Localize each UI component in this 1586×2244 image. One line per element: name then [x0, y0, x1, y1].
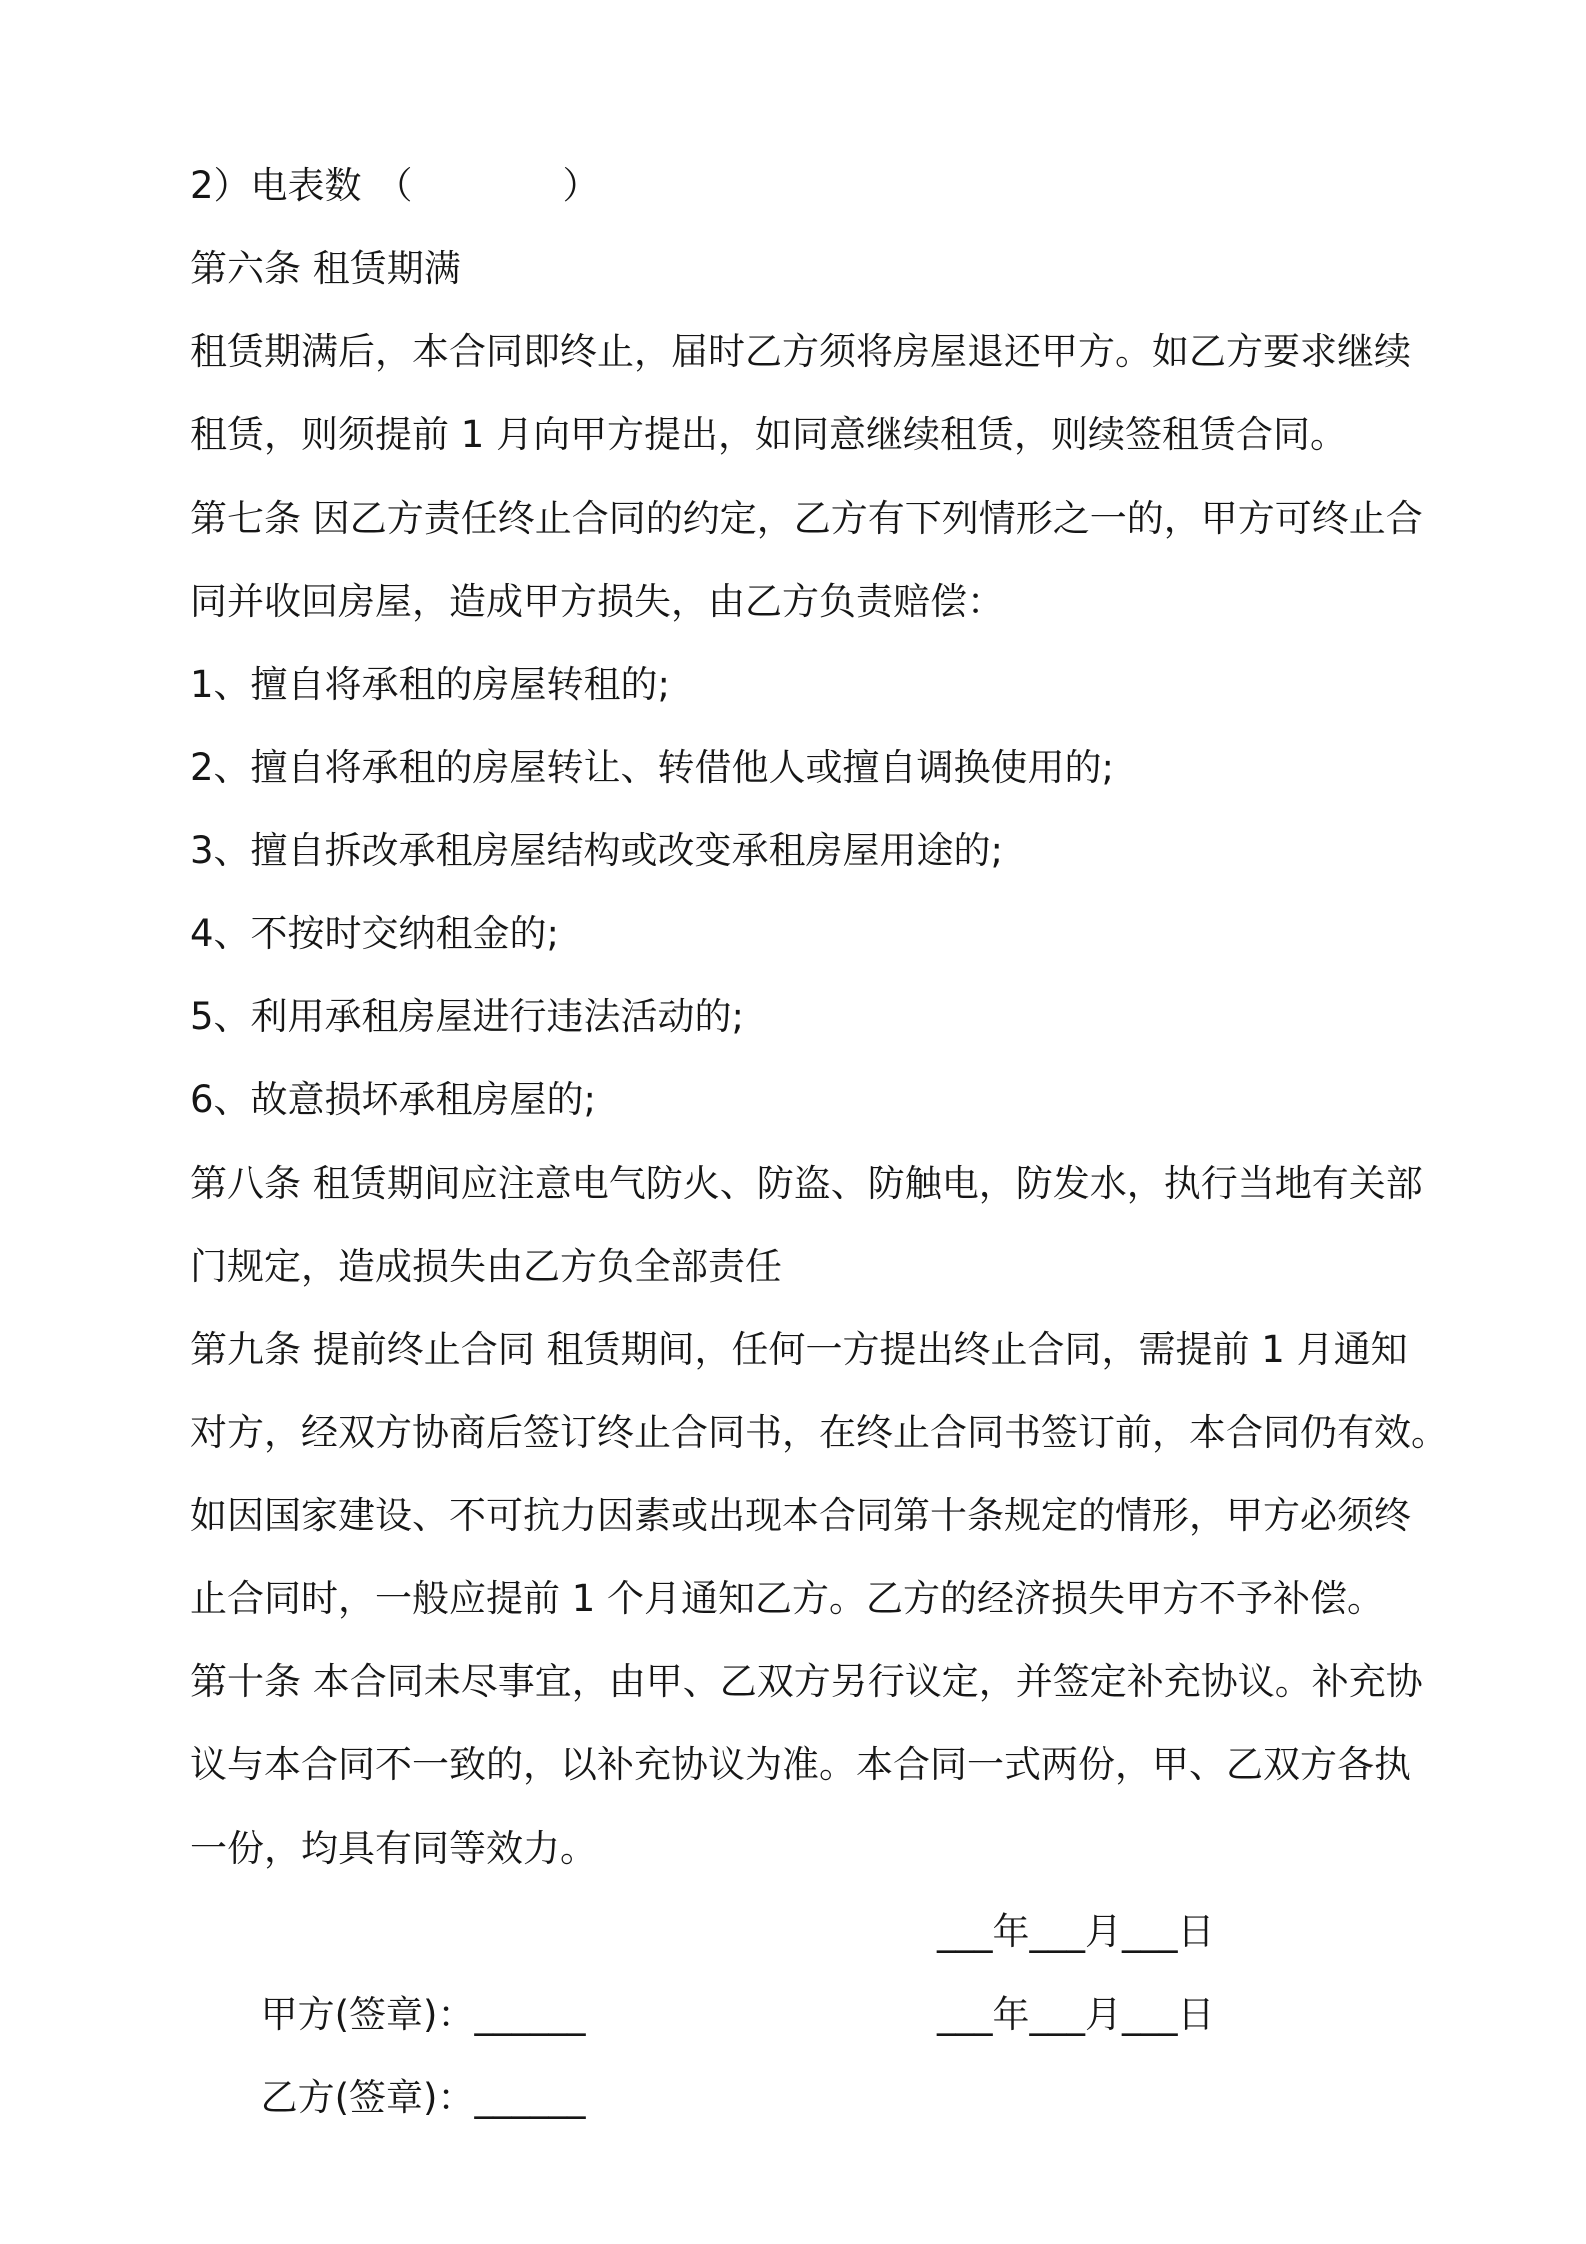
- article-8-line: 门规定，造成损失由乙方负全部责任: [190, 1244, 782, 1288]
- party-a-signature-date: ___年___月___日: [937, 1909, 1215, 1953]
- article-8: [190, 1142, 1586, 1308]
- party-a-signature-label: 甲方(签章)：______: [260, 1992, 586, 2036]
- article-10-line: 一份，均具有同等效力。: [190, 1826, 597, 1870]
- party-b-signature-label: 乙方(签章)：______: [260, 2075, 586, 2119]
- party-b-signature-row: [190, 1973, 1570, 2119]
- article-10-line: 议与本合同不一致的，以补充协议为准。本合同一式两份，甲、乙双方各执: [190, 1743, 1411, 1787]
- article-8-heading-line: 第八条 租赁期间应注意电气防火、防盗、防触电，防发水，执行当地有关部: [190, 1161, 1423, 1205]
- article-6-line: 租赁期满后，本合同即终止，届时乙方须将房屋退还甲方。如乙方要求继续: [190, 330, 1411, 374]
- article-6: [190, 227, 1586, 476]
- article-9-line: 止合同时，一般应提前 1 个月通知乙方。乙方的经济损失甲方不予补偿。: [190, 1577, 1385, 1621]
- article-6-heading-line: 第六条 租赁期满: [190, 247, 461, 291]
- article-10-heading-line: 第十条 本合同未尽事宜，由甲、乙双方另行议定，并签定补充协议。补充协: [190, 1660, 1423, 1704]
- breach-item: 4、不按时交纳租金的;: [190, 912, 560, 956]
- breach-item: 6、故意损坏承租房屋的;: [190, 1078, 597, 1122]
- party-a-signature-row: [190, 1890, 1570, 2036]
- article-7-line: 同并收回房屋，造成甲方损失，由乙方负责赔偿：: [190, 579, 1004, 623]
- meter-reading-blank: [413, 185, 563, 186]
- meter-reading-bracket-close: ）: [562, 164, 600, 207]
- breach-item: 1、擅自将承租的房屋转租的;: [190, 662, 671, 706]
- breach-item: 2、擅自将承租的房屋转让、转借他人或擅自调换使用的;: [190, 745, 1115, 789]
- breach-item-list: [190, 643, 1586, 1142]
- article-7-heading-line: 第七条 因乙方责任终止合同的约定，乙方有下列情形之一的，甲方可终止合: [190, 496, 1423, 540]
- article-9-heading-line: 第九条 提前终止合同 租赁期间，任何一方提出终止合同，需提前 1 月通知: [190, 1327, 1408, 1371]
- article-10: [190, 1640, 1586, 1889]
- breach-item: 3、擅自拆改承租房屋结构或改变承租房屋用途的;: [190, 829, 1004, 872]
- article-9-line: 如因国家建设、不可抗力因素或出现本合同第十条规定的情形，甲方必须终: [190, 1494, 1411, 1537]
- meter-reading-line: [190, 144, 1570, 227]
- party-b-signature-date: ___年___月___日: [937, 1992, 1215, 2036]
- article-9: [190, 1308, 1586, 1641]
- meter-reading-bracket-open: （: [375, 164, 413, 207]
- meter-reading-label: 2）电表数: [190, 164, 362, 207]
- signature-block: [190, 1890, 1586, 2119]
- article-9-line: 对方，经双方协商后签订终止合同书，在终止合同书签订前，本合同仍有效。: [190, 1410, 1448, 1454]
- article-6-line: 租赁，则须提前 1 月向甲方提出，如同意继续租赁，则续签租赁合同。: [190, 413, 1348, 457]
- breach-item: 5、利用承租房屋进行违法活动的;: [190, 995, 745, 1039]
- article-7: [190, 477, 1586, 1142]
